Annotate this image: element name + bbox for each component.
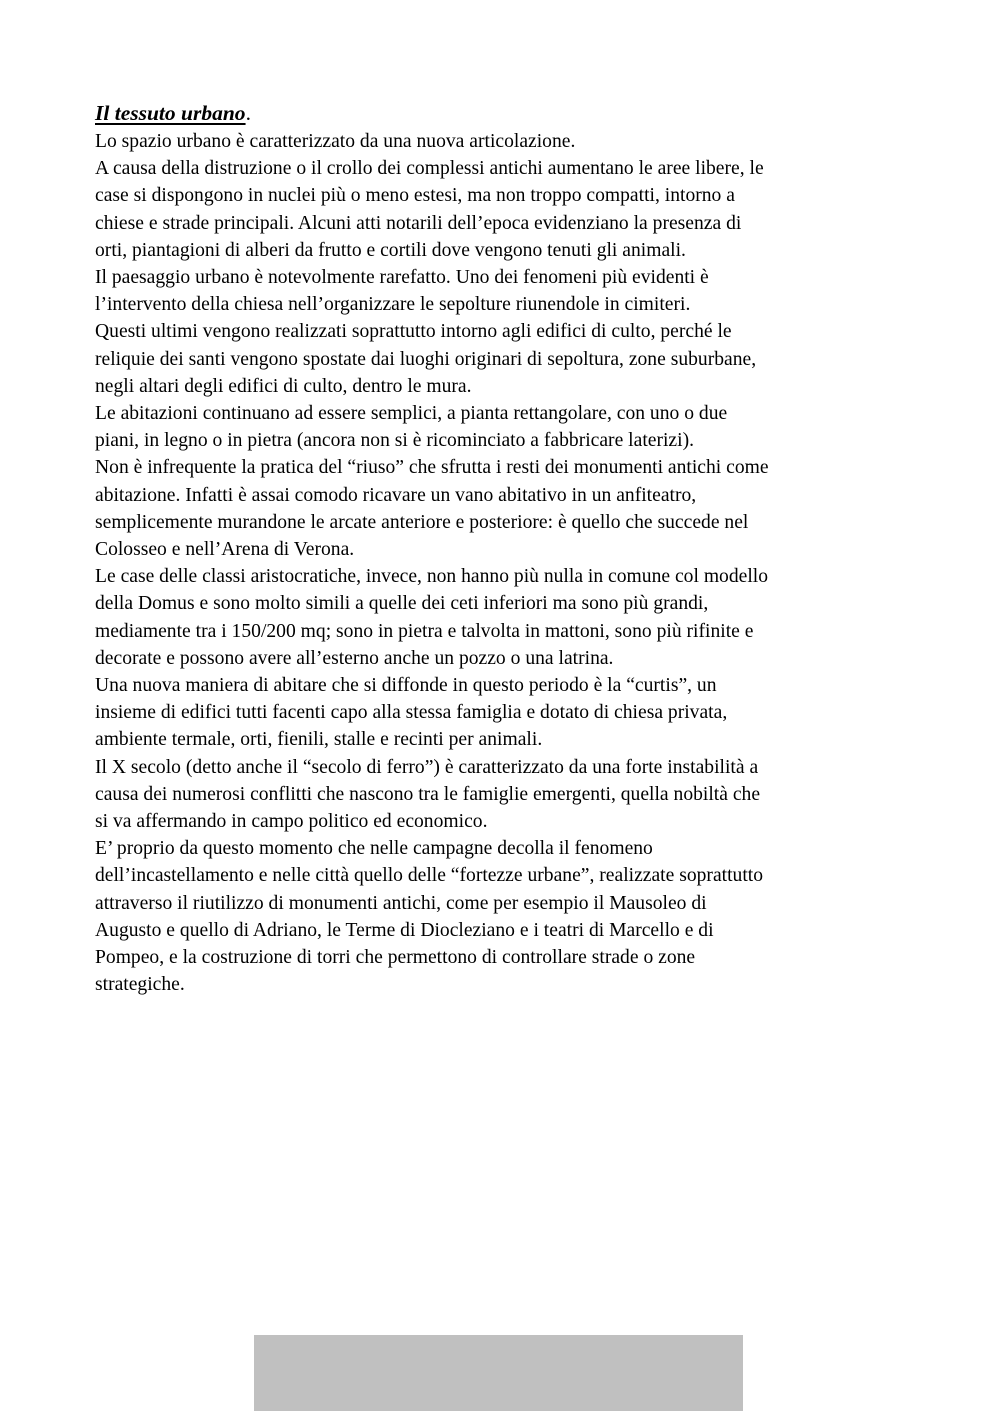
body-line: insieme di edifici tutti facenti capo alla stessa famiglia e dotato di chiesa privata, <box>95 702 728 724</box>
body-line: Colosseo e nell’Arena di Verona. <box>95 539 355 561</box>
section-title: Il tessuto urbano <box>95 101 246 125</box>
body-line: piani, in legno o in pietra (ancora non si è ricominciato a fabbricare laterizi). <box>95 430 694 452</box>
body-line: Il X secolo (detto anche il “secolo di ferro”) è caratterizzato da una forte instabilità a <box>95 756 759 778</box>
body-line: semplicemente murandone le arcate anteriore e posteriore: è quello che succede nel <box>95 511 749 533</box>
body-line: dell’incastellamento e nelle città quello delle “fortezze urbane”, realizzate soprattutto <box>95 865 764 887</box>
body-line: A causa della distruzione o il crollo dei complessi antichi aumentano le aree libere, le <box>95 158 764 180</box>
body-line: della Domus e sono molto simili a quelle dei ceti inferiori ma sono più grandi, <box>95 593 709 615</box>
body-line: orti, piantagioni di alberi da frutto e cortili dove vengono tenuti gli animali. <box>95 239 686 261</box>
body-line: causa dei numerosi conflitti che nascono tra le famiglie emergenti, quella nobiltà che <box>95 783 761 805</box>
body-line: Il paesaggio urbano è notevolmente rarefatto. Uno dei fenomeni più evidenti è <box>95 267 709 289</box>
body-line: si va affermando in campo politico ed economico. <box>95 811 488 833</box>
body-line: Questi ultimi vengono realizzati soprattutto intorno agli edifici di culto, perché le <box>95 321 732 343</box>
body-line: chiese e strade principali. Alcuni atti notarili dell’epoca evidenziano la presenza di <box>95 212 742 234</box>
body-line: E’ proprio da questo momento che nelle campagne decolla il fenomeno <box>95 838 653 860</box>
body-line: decorate e possono avere all’esterno anche un pozzo o una latrina. <box>95 647 614 669</box>
body-line: attraverso il riutilizzo di monumenti antichi, come per esempio il Mausoleo di <box>95 892 707 914</box>
body-line: Le abitazioni continuano ad essere semplici, a pianta rettangolare, con uno o due <box>95 403 728 425</box>
body-line: negli altari degli edifici di culto, dentro le mura. <box>95 375 472 397</box>
body-text <box>95 128 925 999</box>
section-heading <box>95 98 925 128</box>
body-line: Lo spazio urbano è caratterizzato da una nuova articolazione. <box>95 131 576 152</box>
section-title-period: . <box>245 101 251 125</box>
body-line: abitazione. Infatti è assai comodo ricavare un vano abitativo in un anfiteatro, <box>95 484 697 506</box>
body-line: case si dispongono in nuclei più o meno estesi, ma non troppo compatti, intorno a <box>95 185 735 207</box>
body-line: Le case delle classi aristocratiche, invece, non hanno più nulla in comune col modello <box>95 566 769 588</box>
body-line: mediamente tra i 150/200 mq; sono in pietra e talvolta in mattoni, sono più rifinite e <box>95 620 754 642</box>
body-line: ambiente termale, orti, fienili, stalle e recinti per animali. <box>95 729 543 751</box>
body-line: Non è infrequente la pratica del “riuso” che sfrutta i resti dei monumenti antichi come <box>95 457 769 479</box>
body-line: l’intervento della chiesa nell’organizzare le sepolture riunendole in cimiteri. <box>95 294 691 316</box>
footer-gray-box <box>254 1335 743 1411</box>
body-line: Augusto e quello di Adriano, le Terme di Diocleziano e i teatri di Marcello e di <box>95 919 714 941</box>
body-line: Pompeo, e la costruzione di torri che permettono di controllare strade o zone <box>95 947 696 969</box>
document-page <box>95 98 925 999</box>
body-line: Una nuova maniera di abitare che si diffonde in questo periodo è la “curtis”, un <box>95 675 717 697</box>
body-line: strategiche. <box>95 974 185 996</box>
body-line: reliquie dei santi vengono spostate dai luoghi originari di sepoltura, zone suburbane, <box>95 348 757 370</box>
